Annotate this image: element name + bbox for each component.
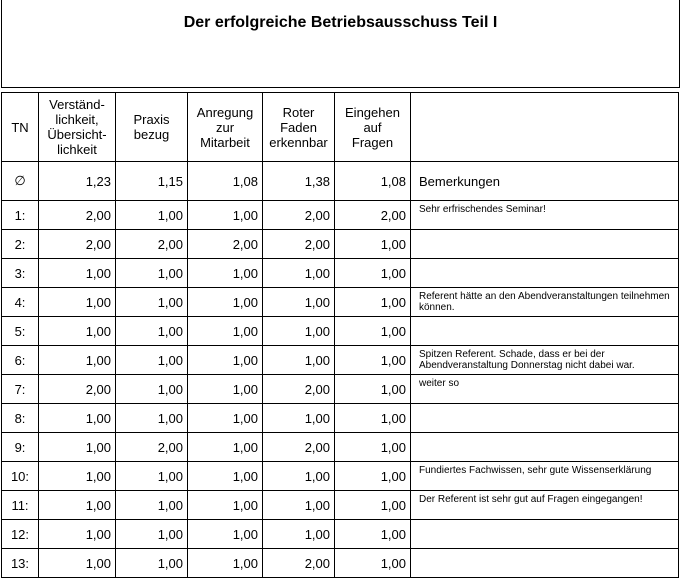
table-row <box>2 230 679 259</box>
score-cell: 2,00 <box>263 201 335 230</box>
table-row <box>2 549 679 578</box>
score-cell: 1,00 <box>39 462 116 491</box>
score-cell: 1,00 <box>116 462 188 491</box>
header-blank <box>411 93 679 162</box>
score-cell: 1,00 <box>39 259 116 288</box>
score-cell: 2,00 <box>116 433 188 462</box>
score-cell: 1,00 <box>39 549 116 578</box>
average-value: 1,38 <box>263 162 335 201</box>
remark-cell: Sehr erfrischendes Seminar! <box>411 201 679 230</box>
score-cell: 1,00 <box>335 288 411 317</box>
average-symbol: ∅ <box>2 162 39 201</box>
remark-cell <box>411 259 679 288</box>
table-row <box>2 375 679 404</box>
score-cell: 1,00 <box>39 288 116 317</box>
participant-number: 2: <box>2 230 39 259</box>
participant-number: 8: <box>2 404 39 433</box>
participant-number: 3: <box>2 259 39 288</box>
remark-cell <box>411 404 679 433</box>
header-tn: TN <box>2 93 39 162</box>
score-cell: 1,00 <box>335 230 411 259</box>
average-value: 1,23 <box>39 162 116 201</box>
score-cell: 1,00 <box>39 433 116 462</box>
score-cell: 1,00 <box>188 346 263 375</box>
remark-cell: Fundiertes Fachwissen, sehr gute Wissenserklärung <box>411 462 679 491</box>
score-cell: 1,00 <box>188 433 263 462</box>
score-cell: 1,00 <box>116 317 188 346</box>
remarks-label: Bemerkungen <box>411 162 679 201</box>
header-eingehen: Eingehen auf Fragen <box>335 93 411 162</box>
average-value: 1,08 <box>335 162 411 201</box>
average-row <box>2 162 679 201</box>
score-cell: 1,00 <box>116 520 188 549</box>
score-cell: 1,00 <box>39 317 116 346</box>
score-cell: 1,00 <box>263 259 335 288</box>
score-cell: 1,00 <box>39 346 116 375</box>
score-cell: 1,00 <box>116 346 188 375</box>
participant-number: 13: <box>2 549 39 578</box>
score-cell: 1,00 <box>263 288 335 317</box>
participant-number: 5: <box>2 317 39 346</box>
participant-number: 9: <box>2 433 39 462</box>
remark-cell: Der Referent ist sehr gut auf Fragen eingegangen! <box>411 491 679 520</box>
score-cell: 1,00 <box>335 462 411 491</box>
score-cell: 1,00 <box>188 491 263 520</box>
header-row <box>2 93 679 162</box>
table-row <box>2 288 679 317</box>
score-cell: 1,00 <box>188 201 263 230</box>
header-roter-faden: Roter Faden erkennbar <box>263 93 335 162</box>
score-cell: 2,00 <box>263 375 335 404</box>
score-cell: 1,00 <box>116 288 188 317</box>
score-cell: 1,00 <box>188 259 263 288</box>
remark-cell <box>411 520 679 549</box>
score-cell: 2,00 <box>188 230 263 259</box>
score-cell: 1,00 <box>335 549 411 578</box>
score-cell: 1,00 <box>188 288 263 317</box>
remark-cell <box>411 549 679 578</box>
score-cell: 2,00 <box>39 230 116 259</box>
score-cell: 2,00 <box>39 375 116 404</box>
header-anregung: Anregung zur Mitarbeit <box>188 93 263 162</box>
score-cell: 1,00 <box>39 404 116 433</box>
score-cell: 1,00 <box>263 317 335 346</box>
score-cell: 1,00 <box>263 491 335 520</box>
table-row <box>2 433 679 462</box>
score-cell: 1,00 <box>335 491 411 520</box>
participant-number: 4: <box>2 288 39 317</box>
score-cell: 1,00 <box>263 520 335 549</box>
score-cell: 1,00 <box>263 346 335 375</box>
score-cell: 1,00 <box>188 404 263 433</box>
score-cell: 1,00 <box>335 433 411 462</box>
score-cell: 2,00 <box>263 549 335 578</box>
participant-number: 6: <box>2 346 39 375</box>
score-cell: 1,00 <box>335 404 411 433</box>
score-cell: 1,00 <box>39 520 116 549</box>
score-cell: 2,00 <box>116 230 188 259</box>
table-row <box>2 259 679 288</box>
participant-number: 10: <box>2 462 39 491</box>
score-cell: 2,00 <box>263 433 335 462</box>
score-cell: 2,00 <box>39 201 116 230</box>
score-cell: 1,00 <box>335 375 411 404</box>
remark-cell <box>411 230 679 259</box>
score-cell: 1,00 <box>263 462 335 491</box>
score-cell: 1,00 <box>188 375 263 404</box>
score-cell: 1,00 <box>116 491 188 520</box>
remark-cell: Referent hätte an den Abendveranstaltungen teilnehmen können. <box>411 288 679 317</box>
score-cell: 1,00 <box>335 317 411 346</box>
score-cell: 2,00 <box>335 201 411 230</box>
participant-number: 12: <box>2 520 39 549</box>
table-row <box>2 462 679 491</box>
score-cell: 1,00 <box>116 259 188 288</box>
header-verstaendlichkeit: Verständ- lichkeit, Übersicht- lichkeit <box>39 93 116 162</box>
table-row <box>2 491 679 520</box>
score-cell: 1,00 <box>263 404 335 433</box>
header-praxisbezug: Praxis bezug <box>116 93 188 162</box>
score-cell: 1,00 <box>116 375 188 404</box>
table-row <box>2 520 679 549</box>
score-cell: 1,00 <box>116 404 188 433</box>
score-cell: 1,00 <box>116 201 188 230</box>
participant-number: 7: <box>2 375 39 404</box>
score-cell: 1,00 <box>188 462 263 491</box>
page-title: Der erfolgreiche Betriebsausschuss Teil I <box>183 14 498 31</box>
table-row <box>2 201 679 230</box>
average-value: 1,15 <box>116 162 188 201</box>
score-cell: 1,00 <box>39 491 116 520</box>
score-cell: 1,00 <box>335 520 411 549</box>
average-value: 1,08 <box>188 162 263 201</box>
score-cell: 1,00 <box>335 346 411 375</box>
table-row <box>2 317 679 346</box>
participant-number: 11: <box>2 491 39 520</box>
score-cell: 1,00 <box>188 520 263 549</box>
remark-cell <box>411 433 679 462</box>
score-cell: 1,00 <box>188 317 263 346</box>
remark-cell: Spitzen Referent. Schade, dass er bei der Abendveranstaltung Donnerstag nicht dabei war. <box>411 346 679 375</box>
participant-number: 1: <box>2 201 39 230</box>
remark-cell <box>411 317 679 346</box>
score-cell: 2,00 <box>263 230 335 259</box>
score-cell: 1,00 <box>188 549 263 578</box>
table-row <box>2 346 679 375</box>
table-row <box>2 404 679 433</box>
score-cell: 1,00 <box>116 549 188 578</box>
score-cell: 1,00 <box>335 259 411 288</box>
evaluation-table <box>1 92 679 578</box>
remark-cell: weiter so <box>411 375 679 404</box>
